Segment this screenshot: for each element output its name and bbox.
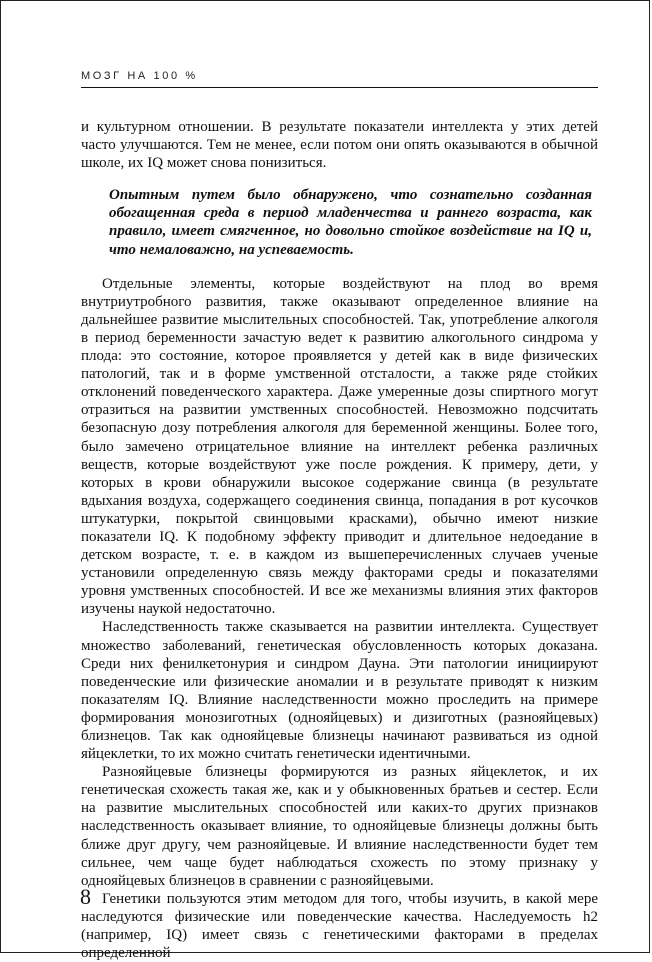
- page-number: 8: [80, 884, 91, 909]
- paragraph: Наследственность также сказывается на развитии интеллекта. Существует множество заболеваний, генетическая обусловленность которых доказана. Среди них фенилкетонурия и синдром Дауна. Эти патологии инициируют поведенческие или физические аномалии и в результате приводят к низким показателям IQ. Влияние наследственности можно проследить на примере формирования монозиготных (однояйцевых) и дизиготных (разнояйцевых) близнецов. Так как однояйцевые близнецы начинают развиваться из одной яйцеклетки, то их можно считать генетически идентичными.: [81, 619, 598, 763]
- paragraph-continuation: и культурном отношении. В результате показатели интеллекта у этих детей часто улучшаются. Тем не менее, если потом они опять оказываются в обычной школе, их IQ может снова понизиться.: [81, 119, 598, 172]
- paragraph: Разнояйцевые близнецы формируются из разных яйцеклеток, и их генетическая схожесть такая же, как и у обыкновенных братьев и сестер. Если на развитие мыслительных способностей или каких-то других признаков наследственность оказывает влияние, то однояйцевые близнецы должны быть ближе друг другу, чем разнояйцевые. И влияние наследственности будет тем сильнее, чем чаще будет наблюдаться схожесть по этому признаку у однояйцевых близнецов в сравнении с разнояйцевыми.: [81, 764, 598, 889]
- running-header: МОЗГ НА 100 %: [81, 70, 198, 82]
- paragraph: Отдельные элементы, которые воздействуют на плод во время внутриутробного развития, также оказывают определенное влияние на дальнейшее развитие мыслительных способностей. Так, употребление алкоголя в период беременности зачастую ведет к развитию алкогольного синдрома у плода: это состояние, которое проявляется у детей как в виде физических патологий, так и в форме умственной отсталости, а также ряде стойких отклонений поведенческого характера. Даже умеренные дозы спиртного могут отразиться на развитии умственных способностей. Невозможно подсчитать безопасную дозу потребления алкоголя для беременной женщины. Более того, было замечено отрицательное влияние на интеллект ребенка различных веществ, которые воздействуют уже после рождения. К примеру, дети, у которых в крови обнаружили высокое содержание свинца (в результате вдыхания воздуха, содержащего соединения свинца, попадания в рот кусочков штукатурки, покрытой свинцовыми красками), обычно имеют низкие показатели IQ. К подобному эффекту приводит и длительное недоедание в детском возрасте, т. е. в каждом из вышеперечисленных случаев ученые установили определенную связь между факторами среды и показателями уровня умственных способностей. И все же механизмы влияния этих факторов изучены наукой недостаточно.: [81, 275, 598, 618]
- header-rule: [81, 87, 598, 88]
- highlighted-callout: Опытным путем было обнаружено, что сознательно созданная обогащенная среда в период младенчества и раннего возраста, как правило, имеет смягченное, но довольно стойкое воздействие на IQ и, что немаловажно, на успеваемость.: [109, 187, 592, 258]
- paragraph: Генетики пользуются этим методом для того, чтобы изучить, в какой мере наследуются физические или поведенческие качества. Наследуемость h2 (например, IQ) имеет связь с генетическими факторами в пределах определенной: [81, 890, 598, 962]
- body-text: [81, 118, 598, 962]
